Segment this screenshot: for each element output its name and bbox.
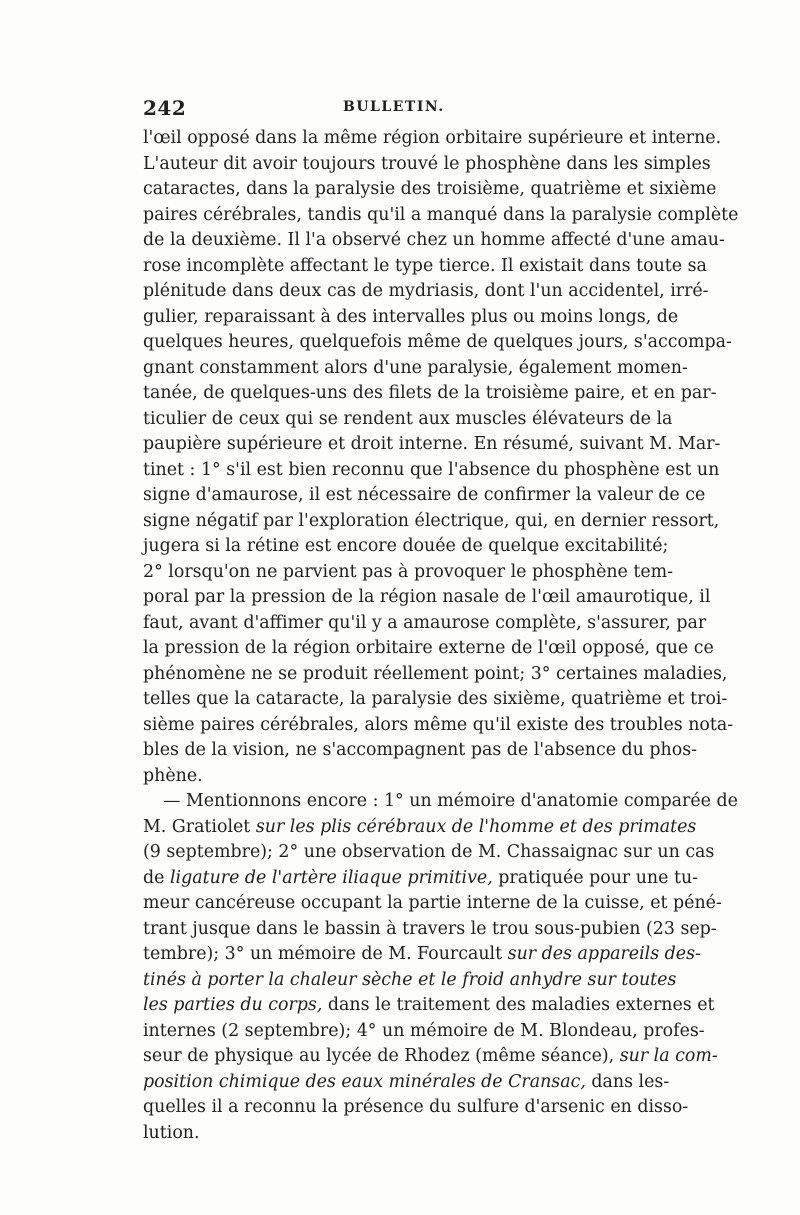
text-line [143,662,728,688]
line-text: tanée, de quelques-uns des filets de la troisième paire, et en par- [143,383,717,403]
italic-title-text: sur des appareils des- [507,944,701,964]
text-line [143,305,679,331]
text-line [143,458,720,484]
line-text: pratiquée pour une tu- [492,867,699,888]
text-line [143,611,707,637]
text-line [143,483,706,509]
page-number: 242 [143,96,187,120]
text-line [143,942,701,968]
text-line [143,917,717,943]
text-line [143,764,663,790]
text-line [143,228,725,254]
text-line [143,330,732,356]
running-header [143,96,663,122]
line-text: quelques heures, quelquefois même de quelques jours, s'accompa- [143,332,732,352]
line-text: (9 septembre); 2° une observation de M. Chassaignac sur un cas [143,842,715,862]
line-text: 2° lorsqu'on ne parvient pas à provoquer le phosphène tem- [143,561,674,582]
line-text: quelles il a reconnu la présence du sulfure d'arsenic en disso- [143,1097,689,1117]
text-line [143,254,707,280]
line-text: lution. [143,1122,200,1143]
text-line [143,815,697,841]
line-text: sième paires cérébrales, alors même qu'il existe des troubles nota- [143,714,734,735]
line-text: poral par la pression de la région nasale de l'œil amaurotique, il [143,587,711,607]
text-line [143,713,734,739]
line-text: de la deuxième. Il l'a observé chez un homme affecté d'une amau- [143,230,725,250]
line-text: jugera si la rétine est encore douée de quelque excitabilité; [143,536,669,556]
text-line [143,279,709,305]
line-text: cataractes, dans la paralysie des troisième, quatrième et sixième [143,179,717,199]
line-text: dans les- [585,1071,670,1092]
text-line [143,1095,689,1121]
journal-title: BULLETIN. [343,99,445,115]
text-line [143,1070,670,1096]
line-text: paupière supérieure et droit interne. En résumé, suivant M. Mar- [143,434,721,454]
italic-title-text: les parties du corps, [143,995,323,1015]
line-text: rose incomplète affectant le type tierce. Il existait dans toute sa [143,255,707,276]
line-text: signe négatif par l'exploration électrique, qui, en dernier ressort, [143,510,720,531]
text-line [143,560,674,586]
text-line [143,738,698,764]
line-text: ticulier de ceux qui se rendent aux muscles élévateurs de la [143,408,673,429]
italic-title-text: ligature de l'artère iliaque primitive, [169,867,493,888]
line-text: l'œil opposé dans la même région orbitaire supérieure et interne. [143,128,722,148]
text-line [143,891,722,917]
text-line [143,534,669,560]
line-text: gulier, reparaissant à des intervalles plus ou moins longs, de [143,306,679,327]
line-text: tinet : 1° s'il est bien reconnu que l'absence du phosphène est un [143,459,720,480]
line-text: internes (2 septembre); 4° un mémoire de M. Blondeau, profes- [143,1020,705,1041]
line-text: phénomène ne se produit réellement point; 3° certaines maladies, [143,663,728,684]
text-line [143,509,720,535]
italic-title-text: sur la com- [619,1046,718,1066]
text-line [143,636,714,662]
line-text: — Mentionnons encore : 1° un mémoire d'anatomie comparée de [163,791,738,811]
line-text: trant jusque dans le bassin à travers le trou sous-pubien (23 sep- [143,918,717,939]
line-text: de [143,867,170,888]
text-line [143,585,711,611]
text-line [143,687,728,713]
line-text: faut, avant d'affimer qu'il y a amaurose complète, s'assurer, par [143,612,707,633]
line-text: tembre); 3° un mémoire de M. Fourcault [143,944,508,964]
line-text: phène. [143,765,203,786]
text-line [143,126,722,152]
line-text: M. Gratiolet [143,816,256,837]
line-text: la pression de la région orbitaire externe de l'œil opposé, que ce [143,638,714,658]
line-text: signe d'amaurose, il est nécessaire de confirmer la valeur de ce [143,485,706,505]
text-line [143,356,688,382]
line-text: dans le traitement des maladies externes et [322,995,715,1015]
text-line [143,1121,663,1147]
text-line [143,407,673,433]
text-line [143,1019,705,1045]
text-line [143,381,717,407]
text-line [143,993,715,1019]
text-line [143,866,699,892]
text-line [143,968,677,994]
line-text: paires cérébrales, tandis qu'il a manqué dans la paralysie complète [143,204,739,225]
line-text: meur cancéreuse occupant la partie interne de la cuisse, et péné- [143,893,722,913]
text-line [143,840,715,866]
body-text [143,126,739,1146]
line-text: bles de la vision, ne s'accompagnent pas de l'absence du phos- [143,740,698,760]
line-text: L'auteur dit avoir toujours trouvé le phosphène dans les simples [143,153,711,174]
line-text: seur de physique au lycée de Rhodez (même séance), [143,1046,620,1066]
text-line [143,1044,718,1070]
line-text: telles que la cataracte, la paralysie des sixième, quatrième et troi- [143,689,728,709]
text-line [143,177,717,203]
text-line [143,203,739,229]
line-text: plénitude dans deux cas de mydriasis, dont l'un accidentel, irré- [143,281,709,301]
italic-title-text: position chimique des eaux minérales de Cransac, [143,1071,586,1092]
text-line [143,432,721,458]
text-line [143,152,711,178]
italic-title-text: tinés à porter la chaleur sèche et le froid anhydre sur toutes [143,969,677,990]
italic-title-text: sur les plis cérébraux de l'homme et des primates [255,816,697,837]
line-text: gnant constamment alors d'une paralysie, également momen- [143,357,688,378]
text-line [143,789,738,815]
